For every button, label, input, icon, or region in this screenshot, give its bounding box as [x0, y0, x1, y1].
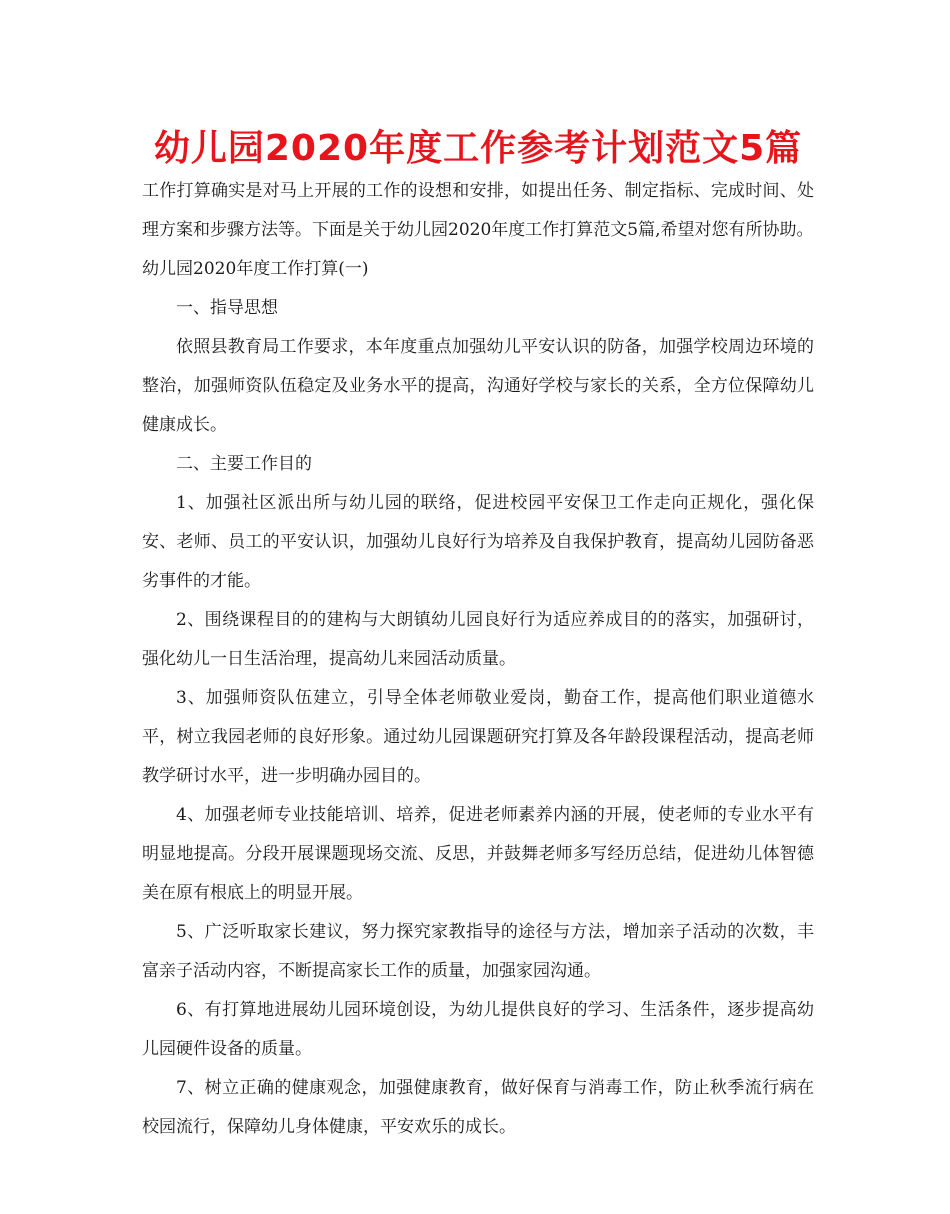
goal-item-1: 1、加强社区派出所与幼儿园的联络，促进校园平安保卫工作走向正规化，强化保安、老师、员工的平安认识，加强幼儿良好行为培养及自我保护教育，提高幼儿园防备恶劣事件的才能。: [142, 493, 814, 591]
goal-item-2: 2、围绕课程目的的建构与大朗镇幼儿园良好行为适应养成目的的落实，加强研讨，强化幼儿一日生活治理，提高幼儿来园活动质量。: [142, 610, 814, 669]
heading-guiding: 一、指导思想: [176, 298, 278, 318]
goal-item-4: 4、加强老师专业技能培训、培养，促进老师素养内涵的开展，使老师的专业水平有明显地提高。分段开展课题现场交流、反思，并鼓舞老师多写经历总结，促进幼儿体智德美在原有根底上的明显开展。: [142, 805, 814, 903]
goal-item-6: 6、有打算地进展幼儿园环境创设，为幼儿提供良好的学习、生活条件，逐步提高幼儿园硬件设备的质量。: [142, 1000, 814, 1059]
document-title: 幼儿园2020年度工作参考计划范文5篇: [153, 128, 803, 169]
goal-item-3: 3、加强师资队伍建立，引导全体老师敬业爱岗，勤奋工作，提高他们职业道德水平，树立我园老师的良好形象。通过幼儿园课题研究打算及各年龄段课程活动，提高老师教学研讨水平，进一步明确办园目的。: [142, 688, 814, 786]
section-heading: 幼儿园2020年度工作打算(一): [142, 259, 369, 279]
goal-item-7: 7、树立正确的健康观念，加强健康教育，做好保育与消毒工作，防止秋季流行病在校园流行，保障幼儿身体健康，平安欢乐的成长。: [142, 1078, 814, 1137]
goal-item-5: 5、广泛听取家长建议，努力探究家教指导的途径与方法，增加亲子活动的次数，丰富亲子活动内容，不断提高家长工作的质量，加强家园沟通。: [142, 922, 814, 981]
guiding-paragraph: 依照县教育局工作要求，本年度重点加强幼儿平安认识的防备，加强学校周边环境的整治，加强师资队伍稳定及业务水平的提高，沟通好学校与家长的关系，全方位保障幼儿健康成长。: [142, 337, 814, 435]
intro-paragraph: 工作打算确实是对马上开展的工作的设想和安排，如提出任务、制定指标、完成时间、处理方案和步骤方法等。下面是关于幼儿园2020年度工作打算范文5篇,希望对您有所协助。: [142, 181, 814, 240]
heading-goals: 二、主要工作目的: [176, 454, 312, 474]
